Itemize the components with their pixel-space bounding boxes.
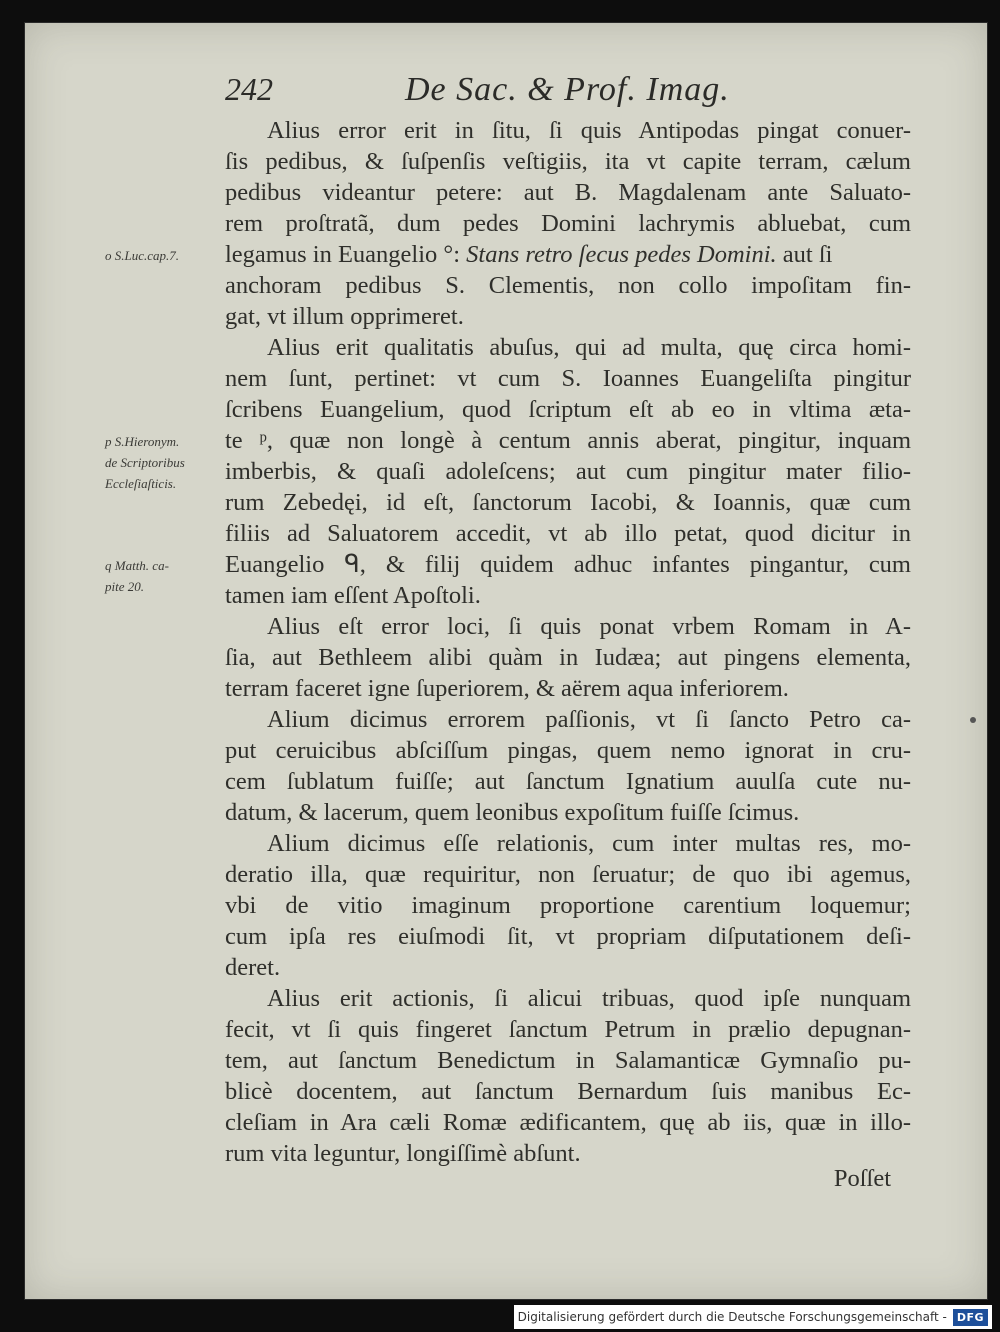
text-line: cem ſublatum fuiſſe; aut ſanctum Ignatium auulſa cute nu- — [225, 768, 911, 795]
text-line-with-quote — [225, 239, 911, 270]
margin-note-line: o S.Luc.cap.7. — [105, 248, 180, 263]
text-line: cleſiam in Ara cæli Romæ ædificantem, quę ab iis, quæ in illo- — [225, 1109, 911, 1136]
digitization-footer — [514, 1305, 992, 1329]
text-line: te ᵖ, quæ non longè à centum annis aberat, pingitur, inquam — [225, 427, 911, 454]
book-page — [24, 22, 988, 1300]
text-line: gat, vt illum opprimeret. — [225, 303, 464, 330]
page-number: 242 — [225, 71, 273, 107]
margin-note-p — [105, 431, 235, 494]
text-line: blicè docentem, aut ſanctum Bernardum ſuis manibus Ec- — [225, 1078, 911, 1105]
catchword: Poſſet — [833, 1165, 891, 1192]
text-line: tem, aut ſanctum Benedictum in Salamanticæ Gymnaſio pu- — [225, 1047, 911, 1074]
text-line: Alium dicimus errorem paſſionis, vt ſi ſancto Petro ca- — [267, 706, 911, 733]
text-line: vbi de vitio imaginum proportione carentium loquemur; — [225, 892, 911, 919]
text-line: deret. — [225, 954, 281, 981]
body-text — [225, 115, 911, 1169]
text-line: ſia, aut Bethleem alibi quàm in Iudæa; aut pingens elementa, — [225, 644, 911, 671]
margin-note-line: q Matth. ca- — [105, 558, 169, 573]
text-segment: legamus in Euangelio °: — [225, 241, 467, 268]
text-line: rum Zebedęi, id eſt, ſanctorum Iacobi, & Ioannis, quæ cum — [225, 489, 911, 516]
margin-note-q — [105, 555, 235, 597]
margin-note-line: p S.Hieronym. — [105, 434, 180, 449]
text-line: anchoram pedibus S. Clementis, non collo impoſitam fin- — [225, 272, 911, 299]
text-segment: aut ſi — [776, 241, 833, 268]
text-line: tamen iam eſſent Apoſtoli. — [225, 582, 481, 609]
running-title: De Sac. & Prof. Imag. — [405, 71, 730, 108]
text-line: imberbis, & quaſi adoleſcens; aut cum pingitur mater filio- — [225, 458, 911, 485]
text-line: Alius erit actionis, ſi alicui tribuas, quod ipſe nunquam — [267, 985, 911, 1012]
text-line: filiis ad Saluatorem accedit, vt ab illo petat, quod dicitur in — [225, 520, 911, 547]
text-line: ſis pedibus, & ſuſpenſis veſtigiis, ita vt capite terram, cælum — [225, 148, 911, 175]
text-line: datum, & lacerum, quem leonibus expoſitum fuiſſe ſcimus. — [225, 799, 800, 826]
text-line: nem ſunt, pertinet: vt cum S. Ioannes Euangeliſta pingitur — [225, 365, 911, 392]
text-line: Alius error erit in ſitu, ſi quis Antipodas pingat conuer- — [267, 117, 911, 144]
text-line: Alius erit qualitatis abuſus, qui ad multa, quę circa homi- — [267, 334, 911, 361]
text-line: deratio illa, quæ requiritur, non ſeruatur; de quo ibi agemus, — [225, 861, 911, 888]
text-line: terram faceret igne ſuperiorem, & aërem aqua inferiorem. — [225, 675, 789, 702]
text-line: pedibus videantur petere: aut B. Magdalenam ante Saluato- — [225, 179, 911, 206]
text-line: rum vita leguntur, longiſſimè abſunt. — [225, 1140, 581, 1167]
text-line: fecit, vt ſi quis fingeret ſanctum Petrum in prælio depugnan- — [225, 1016, 911, 1043]
dfg-logo: DFG — [953, 1309, 988, 1326]
page-mark-dot — [970, 717, 976, 723]
text-line: ſcribens Euangelium, quod ſcriptum eſt ab eo in vltima æta- — [225, 396, 911, 423]
margin-note-line: de Scriptoribus — [105, 455, 185, 470]
text-line: Alius eſt error loci, ſi quis ponat vrbem Romam in A- — [267, 613, 911, 640]
footer-text: Digitalisierung gefördert durch die Deutsche Forschungsgemeinschaft - — [517, 1310, 947, 1324]
text-line: cum ipſa res eiuſmodi ſit, vt propriam diſputationem deſi- — [225, 923, 911, 950]
text-line: put ceruicibus abſciſſum pingas, quem nemo ignorat in cru- — [225, 737, 911, 764]
text-line: rem proſtratã, dum pedes Domini lachrymis abluebat, cum — [225, 210, 911, 237]
margin-note-o — [105, 245, 235, 266]
text-line: Euangelio ᑫ, & filij quidem adhuc infantes pingantur, cum — [225, 551, 911, 578]
text-line: Alium dicimus eſſe relationis, cum inter multas res, mo- — [267, 830, 911, 857]
scripture-quote: Stans retro ſecus pedes Domini. — [466, 241, 777, 268]
margin-note-line: Eccleſiaſticis. — [105, 476, 177, 491]
margin-note-line: pite 20. — [105, 579, 144, 594]
running-head — [225, 71, 765, 121]
